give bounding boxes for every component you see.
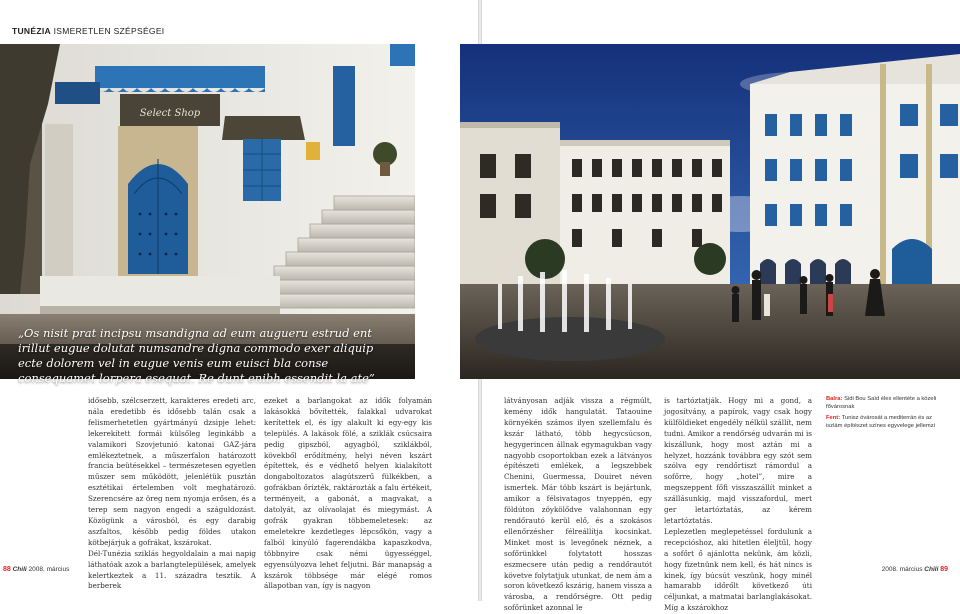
footer-left bbox=[3, 566, 69, 573]
page-number-left: 88 bbox=[3, 566, 11, 573]
photo-caption-quote: „Os nisit prat incipsu msandigna ad eum augueru estrud ent irillut eugue dolutat numsandre digna commodo exer aliquip ecte dolorem vel in eugue venis eum euisci bla conse consequamet lorpera esequat. Re dunt enibh essendit la ate” bbox=[18, 326, 375, 385]
caption-left-text: Sidi Bou Saïd éles ellentéte a közeli fővárosnak bbox=[826, 396, 937, 410]
caption-right-text: Tunisz óvárosát a mediterrán és az iszlám építészet színes egyvelege jellemzi bbox=[826, 415, 935, 429]
caption-left-label: Balra: bbox=[826, 396, 843, 402]
magazine-brand-right: Chili bbox=[924, 566, 939, 573]
footer-right bbox=[882, 566, 948, 573]
photo-captions bbox=[826, 396, 944, 434]
body-column-3-text: látványosan adják vissza a régmúlt, kemény idők hangulatát. Tataouine környékén számos ilyen szellemfalu és kszár látható, több hegycsúcson, hegygerincen állnak egymagukban vagy nagyobb csoportokban ezek a látványos építészeti emlékek, a legszebbek Chenini, Guermessa, Douiret néven ismertek. Már több kszárt is bejártunk, amikor a félsivatagos tnyeppén, egy földúton zöykölődve valahonnan egy rendőrautó kerül elő, és a szokásos ellenőrzésher félreállítja kocsinkat. Minket most is levegőnek néznek, a sofőrünkkel folytatott hosszas eszmecsere után pedig a rendőrautót követve folytatjuk utunkat, de nem ám a soron következő kszárig, hanem vissza a városba, a rendőrségre. Ott pedig sofőrünket azonnal le bbox=[504, 396, 652, 613]
body-column-1 bbox=[88, 396, 256, 592]
body-column-2-text: ezeket a barlangokat az idők folyamán lakásokká bővítették, falakkal udvarokat kerítettek el, és így alakult ki egy-egy kis település. A lakások fölé, a sziklák csúcsaira pedig gipszból, agyagból, sziklákból, kövekből erődítmény, helyi néven kszárt építettek, és e védhető helyen kialakított dongaboltozatos alagútszerű fülkékben, a gofrákban őrizték, raktározták a falu értékeit, terményeit, a gabonát, a magvakat, a datolyát, az olívaolajat és miegymást. A gofrák gyakran többemeletesek: az emeletekre kezdetleges lépcsőkön, vagy a falból kinyúló fagerendákba kapaszkodva, többnyire csak némi ügyességgel, egyensúlyozva lehet feljutni. Bár manapság a kszárok többsége már elégé romos állapotban van, így is nagyon bbox=[264, 396, 432, 591]
section-title: ISMERETLEN SZÉPSÉGEI bbox=[53, 26, 165, 36]
issue-date-right: 2008. március bbox=[881, 566, 923, 573]
section-country: TUNÉZIA bbox=[12, 26, 51, 36]
section-header bbox=[12, 26, 164, 36]
magazine-brand-left: Chili bbox=[12, 566, 27, 573]
body-column-1-text: idősebb, szélcserzett, karakteres eredeti arc, nála eredetibb és idősebb talán csak a felismerhetetlen gyártmányú dzsipje lehet: lekerekített formái külsőleg leginkább a valamikori Szovjetunió katonai GAZ-jára emlékeztetnek, a műszerfalon határozott francia beütésekkel – természetesen egyetlen műszer sem működött, jelenlétük pusztán esztétikai értelemben volt meghatározó. Szerencsére az öreg nem nyomja erősen, és a terep sem nagyon engedi a száguldozást. Közögünk a városból, és egy darabig aszfaltos, később pedig földes utakon kötbejárjuk a gofrákat, kszárokat. Dél-Tunézia sziklás hegyoldalain a mai napig láthatóak azok a barlangtelepülések, amelyek kelertkeztek a 11. századra tesztik. A berberek bbox=[88, 396, 256, 591]
photo-tunis-square bbox=[460, 44, 960, 379]
caption-right-photo bbox=[826, 415, 944, 430]
body-column-3 bbox=[504, 396, 652, 614]
body-column-4 bbox=[664, 396, 812, 614]
issue-date-left: 2008. március bbox=[28, 566, 70, 573]
caption-left-photo bbox=[826, 396, 944, 411]
body-column-2 bbox=[264, 396, 432, 592]
caption-right-label: Fent: bbox=[826, 415, 841, 422]
page-number-right: 89 bbox=[940, 566, 948, 573]
body-column-4-text: is tartóztatják. Hogy mi a gond, a jogosítvány, a papírok, vagy csak hogy külföldieket engedély nélkül szállít, nem tudni. Amikor a rendőrség udvarán mi is kiszállunk, hogy most aztán mi a helyzet, hozzánk továbbra egy szót sem szólva egy rendőrtiszt rámordul a sofőrre, hogy „hotel”, mire a megszeppent főfi visszaszállít minket a szállásunkig, majd visszafordul, mert ger letartóztatás, az kérem letartóztatás. Leplezetlen meglepetéssel fordulunk a recepcióshoz, aki hitetlen éleljtűl, hogy a sofőrt ő ajánlotta nekünk, ám közli, hogy fizetnünk nem kell, és hát nincs is kinek, így búcsút veszünk, hogy minél hamarabb időrőlt következő úti céljunkat, a matmatai barlanglakásokat. Míg a kszárokhoz bbox=[664, 396, 813, 613]
shop-sign-text: Select Shop bbox=[139, 108, 201, 119]
